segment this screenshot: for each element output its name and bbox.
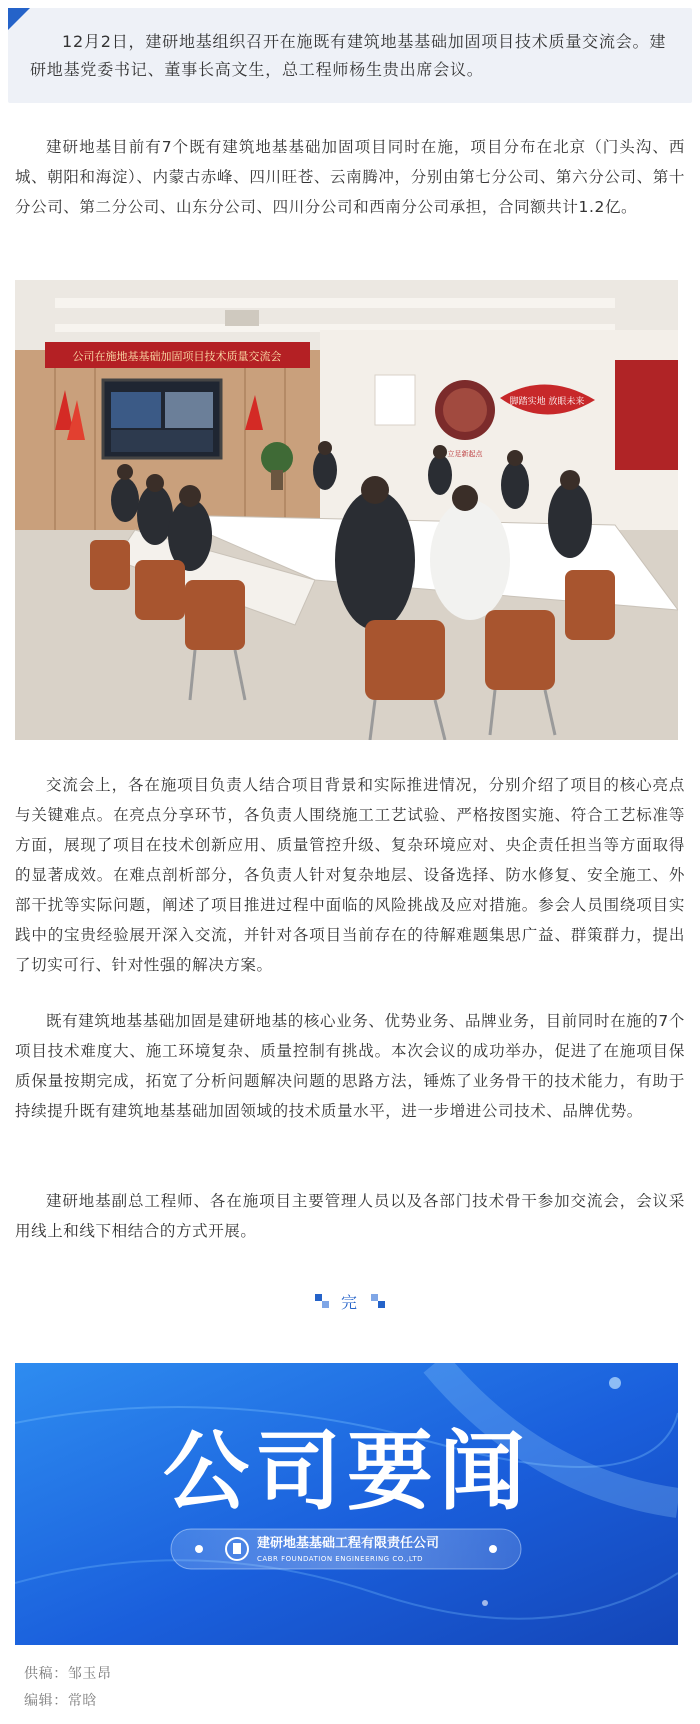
company-news-banner (15, 1363, 678, 1645)
end-mark-right-icon (371, 1294, 385, 1308)
credit-author (24, 1663, 112, 1683)
banner-company-en: CABR FOUNDATION ENGINEERING CO.,LTD (257, 1555, 423, 1563)
paragraph-core-business: 既有建筑地基基础加固是建研地基的核心业务、优势业务、品牌业务，目前同时在施的7个项目技术难度大、施工环境复杂、质量控制有挑战。本次会议的成功举办，促进了在施项目保质保量按期完成，拓宽了分析问题解决问题的思路方法，锤炼了业务骨干的技术能力，有助于持续提升既有建筑地基基础加固领域的技术质量水平，进一步增进公司技术、品牌优势。 (15, 1012, 685, 1120)
end-mark-left-icon (315, 1294, 329, 1308)
credit-author-label: 供稿： (24, 1666, 68, 1682)
end-mark (0, 1286, 700, 1316)
paragraph-attendees: 建研地基副总工程师、各在施项目主要管理人员以及各部门技术骨干参加交流会，会议采用线上和线下相结合的方式开展。 (15, 1192, 685, 1240)
meeting-photo (15, 280, 678, 740)
intro-text: 12月2日，建研地基组织召开在施既有建筑地基基础加固项目技术质量交流会。建研地基党委书记、董事长高文生，总工程师杨生贵出席会议。 (30, 32, 667, 79)
credit-editor-name: 常晗 (67, 1693, 98, 1709)
end-mark-text: 完 (340, 1292, 359, 1312)
corner-accent (8, 8, 30, 30)
banner-title: 公司要闻 (163, 1422, 531, 1522)
photo-wall-logo-text: 立足新起点 (447, 450, 483, 458)
banner-company-cn: 建研地基基础工程有限责任公司 (257, 1536, 440, 1551)
photo-banner-text: 公司在施地基基础加固项目技术质量交流会 (72, 350, 282, 363)
paragraph-projects: 建研地基目前有7个既有建筑地基基础加固项目同时在施，项目分布在北京（门头沟、西城、朝阳和海淀）、内蒙古赤峰、四川旺苍、云南腾冲，分别由第七分公司、第六分公司、第十分公司、第二分公司、山东分公司、四川分公司和西南分公司承担，合同额共计1.2亿。 (15, 138, 685, 216)
credit-author-name: 邹玉昂 (67, 1666, 112, 1682)
credit-editor (24, 1690, 97, 1710)
paragraph-exchange: 交流会上，各在施项目负责人结合项目背景和实际推进情况，分别介绍了项目的核心亮点与关键难点。在亮点分享环节，各负责人围绕施工工艺试验、严格按图实施、符合工艺标准等方面，展现了项目在技术创新应用、质量管控升级、复杂环境应对、央企责任担当等方面取得的显著成效。在难点剖析部分，各负责人针对复杂地层、设备选择、防水修复、安全施工、外部干扰等实际问题，阐述了项目推进过程中面临的风险挑战及应对措施。参会人员围绕项目实践中的宝贵经验展开深入交流，并针对各项目当前存在的待解难题集思广益、群策群力，提出了切实可行、针对性强的解决方案。 (15, 776, 685, 974)
photo-wall-slogan: 脚踏实地 放眼未来 (509, 397, 585, 407)
credit-editor-label: 编辑： (24, 1693, 68, 1709)
